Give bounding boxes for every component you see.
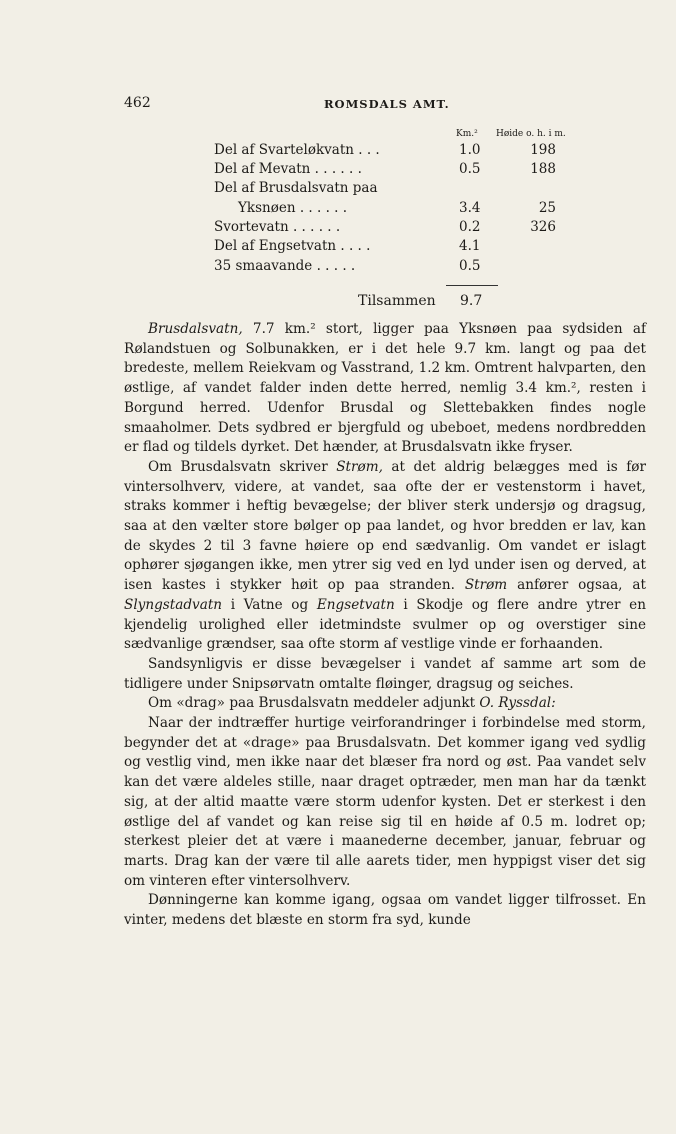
lake-name: Del af Mevatn . . . . . . — [214, 161, 362, 177]
column-header-height: Høide o. h. i m. — [496, 129, 566, 139]
page-header — [124, 95, 646, 115]
area-km2: 4.1 — [459, 238, 481, 254]
lake-name: Del af Engsetvatn . . . . — [214, 238, 371, 254]
paragraph-strom: Om Brusdalsvatn skriver Strøm, at det aldrig belægges med is før vintersolhverv, videre, at vandet, saa ofte der er vestenstorm i havet, straks kommer i heftig bevægelse; der bliver sterk undersjø og dragsug, saa at den vælter store bølger op paa landet, og hvor bredden er lav, kan de skydes 2 til 3 favne høiere op end sædvanlig. Om vandet er islagt ophører sjøgangen ikke, men ytrer sig ved en lyd under isen og derved, at isen kastes i stykker høit op paa stranden. Strøm anfører ogsaa, at Slyngstadvatn i Vatne og Engsetvatn i Skodje og flere andre ytrer en kjendelig urolighed eller idetmindste svulmer op og overstiger sine sædvanlige grændser, saa ofte storm af vestlige vinde er forhaanden. — [124, 458, 646, 653]
lake-name: Yksnøen . . . . . . — [238, 200, 348, 216]
total-label: Tilsammen — [358, 293, 436, 309]
paragraph-seiches: Sandsynligvis er disse bevægelser i vandet af samme art som de tidligere under Snipsørvatn omtalte fløinger, dragsug og seiches. — [124, 655, 646, 692]
page-number: 462 — [124, 95, 151, 111]
area-km2: 0.5 — [459, 258, 481, 274]
column-header-km: Km.² — [456, 129, 478, 139]
lake-name: Del af Svarteløkvatn . . . — [214, 142, 380, 158]
total-km: 9.7 — [460, 293, 483, 309]
height-m: 188 — [530, 161, 556, 177]
height-m: 326 — [530, 219, 556, 235]
running-title: ROMSDALS AMT. — [324, 97, 450, 111]
area-km2: 0.5 — [459, 161, 481, 177]
lake-name: Svortevatn . . . . . . — [214, 219, 341, 235]
body-text — [124, 320, 646, 931]
height-m: 198 — [530, 142, 556, 158]
lake-name: 35 smaavande . . . . . — [214, 258, 356, 274]
paragraph-drag-quote: Naar der indtræffer hurtige veirforandringer i forbindelse med storm, begynder det at «drage» paa Brusdalsvatn. Det kommer igang ved sydlig og vestlig vind, men ikke naar det blæser fra nord og øst. Paa vandet selv kan det være aldeles stille, naar draget optræder, men man har da tænkt sig, at der altid maatte være storm udenfor kysten. Det er sterkest i den østlige del af vandet og kan reise sig til en høide af 0.5 m. lodret op; sterkest pleier det at være i maanederne december, januar, februar og marts. Drag kan der være til alle aarets tider, men hyppigst viser det sig om vinteren efter vintersolhverv. — [124, 715, 646, 889]
paragraph-drag-intro: Om «drag» paa Brusdalsvatn meddeler adjunkt O. Ryssdal: — [148, 695, 556, 712]
area-km2: 1.0 — [459, 142, 481, 158]
sum-rule — [446, 285, 498, 286]
lake-heading: Brusdalsvatn, — [148, 321, 243, 337]
lake-name: Del af Brusdalsvatn paa — [214, 180, 378, 196]
paragraph-donninger: Dønningerne kan komme igang, ogsaa om vandet ligger tilfrosset. En vinter, medens det blæste en storm fra syd, kunde — [124, 892, 646, 929]
paragraph-brusdalsvatn: Brusdalsvatn, 7.7 km.² stort, ligger paa Yksnøen paa sydsiden af Rølandstuen og Solbunakken, er i det hele 9.7 km. langt og paa det bredeste, mellem Reiekvam og Vasstrand, 1.2 km. Omtrent halvparten, den østlige, af vandet falder inden dette herred, nemlig 3.4 km.², resten i Borgund herred. Udenfor Brusdal og Slettebakken findes nogle smaaholmer. Dets sydbred er bjergfuld og ubeboet, medens nordbredden er flad og tildels dyrket. Det hænder, at Brusdalsvatn ikke fryser. — [124, 321, 646, 456]
height-m: 25 — [538, 200, 556, 216]
area-km2: 3.4 — [459, 200, 481, 216]
area-km2: 0.2 — [459, 219, 481, 235]
total-row — [358, 293, 483, 309]
